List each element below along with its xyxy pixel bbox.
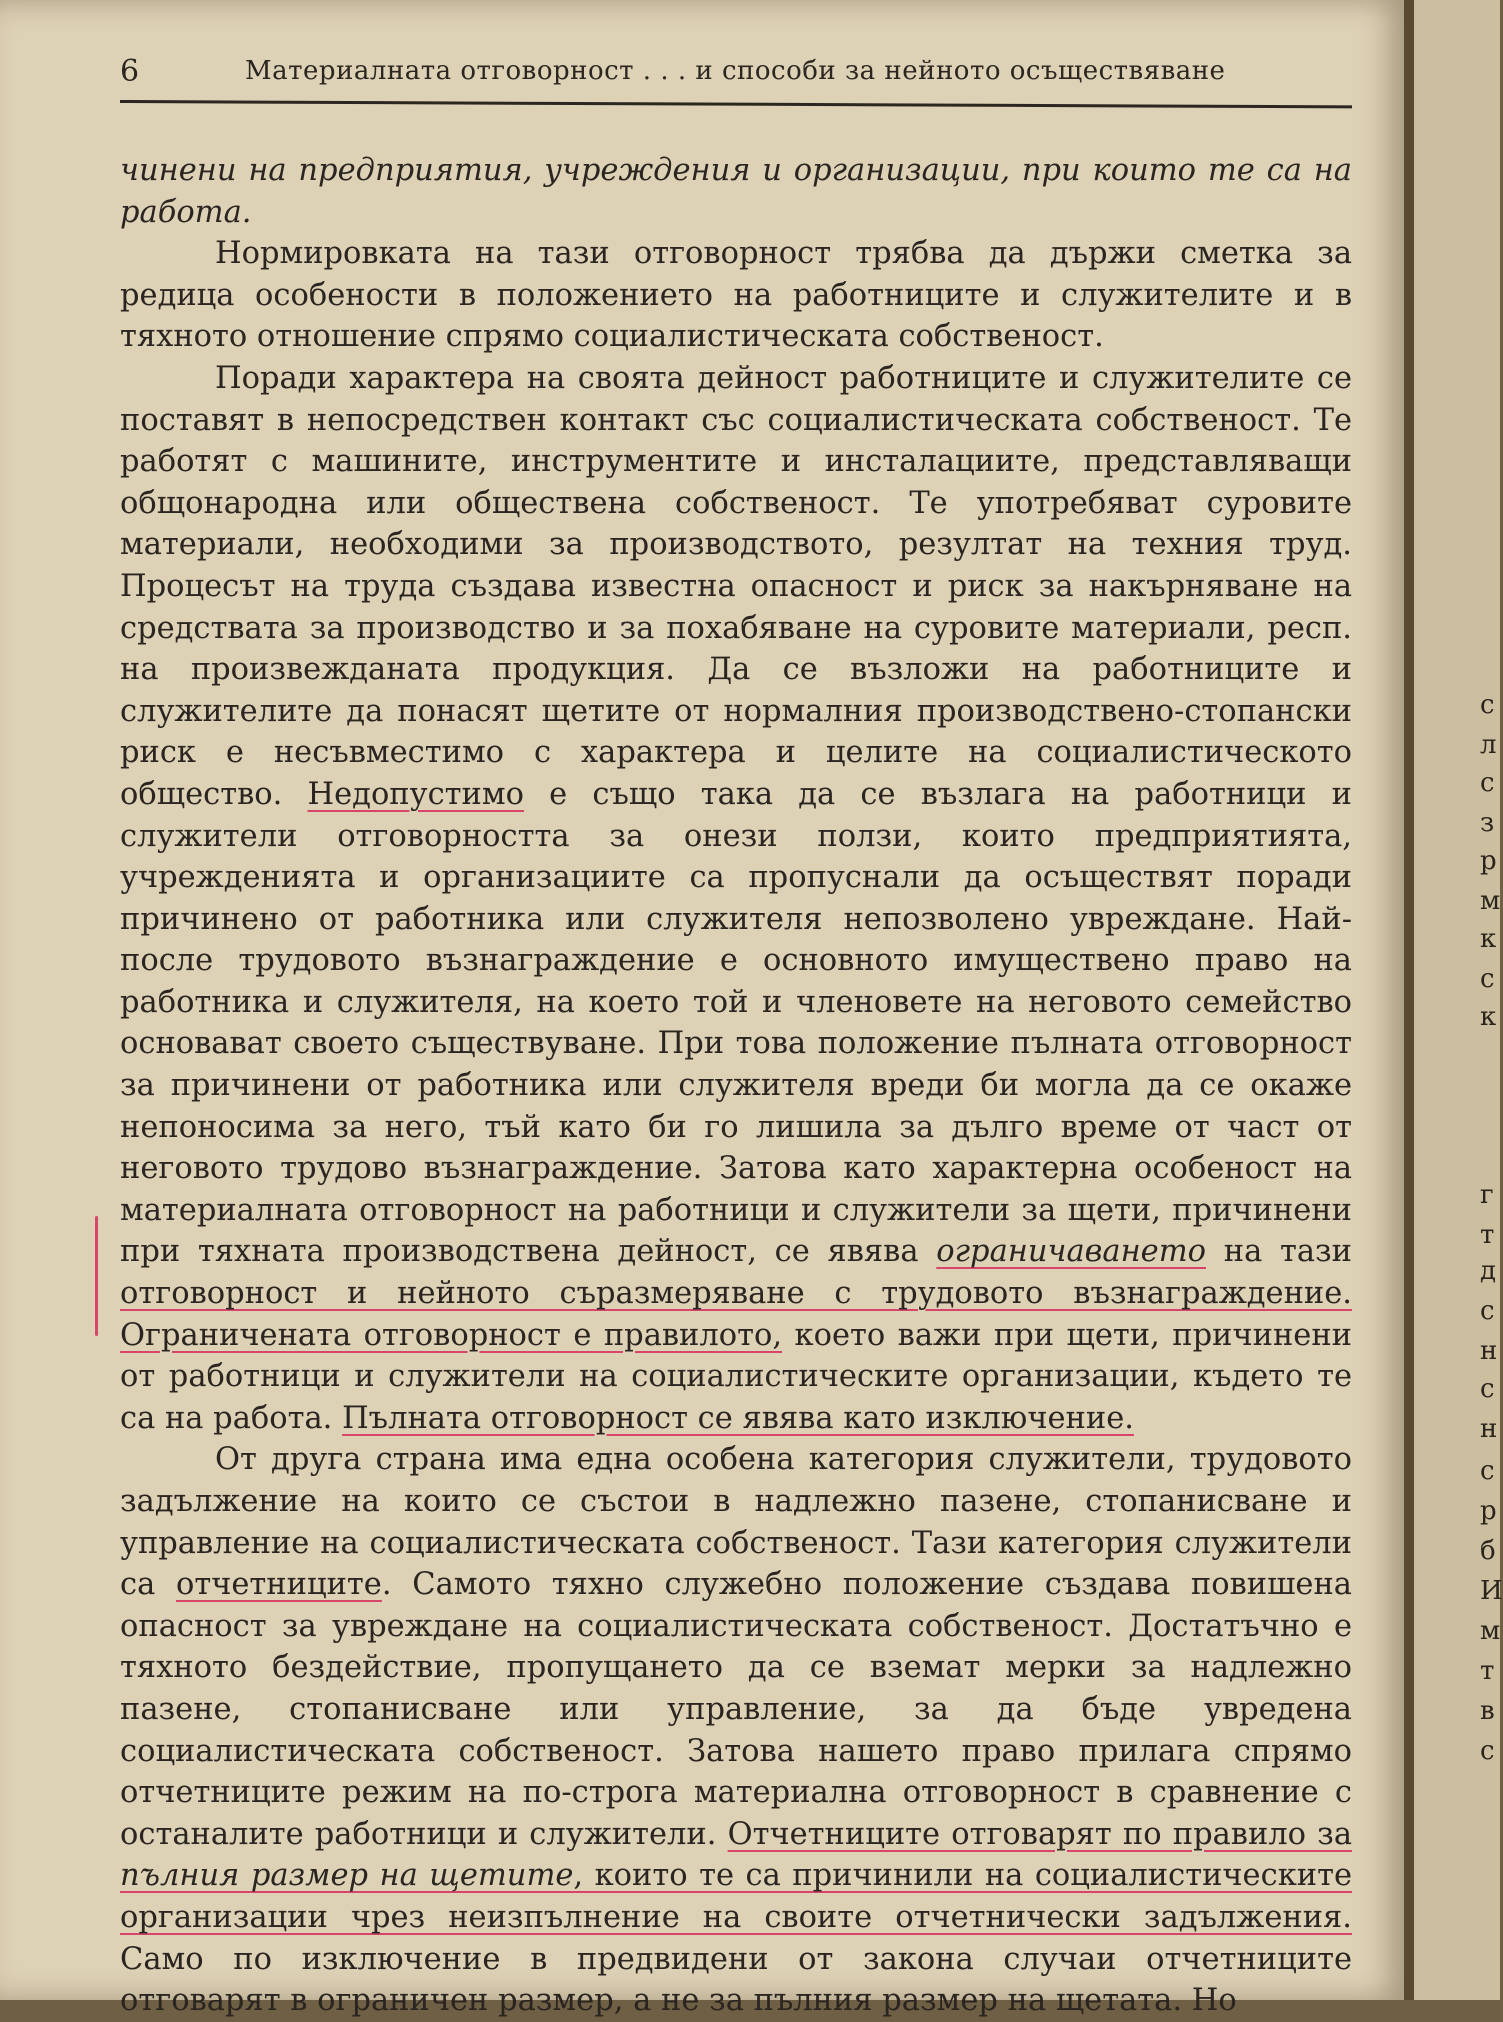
paragraph: От друга страна има една особена категория служители, трудовото задължение на които се състои в надлежно пазене, стопанисване и управление на социалистическата собственост. Тази категория служители са отчетниците. Самото тяхно служебно положение създава повишена опасност за увреждане на социалистическата собственост. Достатъчно е тяхното бездействие, пропущането да се вземат мерки за надлежно пазене, стопанисване или управление, за да бъде увредена социалистическата собственост. Затова нашето право прилага спрямо отчетниците режим на по-строга материална отговорност в сравнение с останалите работници и служители. Отчетниците отговарят по правило за пълния размер на щетите, които те са причинили на социалистическите организации чрез неизпълнение на своите отчетнически задължения. Само по изключение в предвидени от закона случаи отчетниците отговарят в ограничен размер, а не за пълния размер на щетата. Но (120, 1442, 1353, 2019)
paragraph: Поради характера на своята дейност работниците и служителите се поставят в непосредствен контакт със социалистическата собственост. Те работят с машините, инструментите и инсталациите, представляващи общонародна или обществена собственост. Те употребяват суровите материали, необходими за производството, резултат на техния труд. Процесът на труда създава известна опасност и риск за накърняване на средствата за производство и за похабяване на суровите материали, респ. на произвежданата продукция. Да се възложи на работниците и служителите да понасят щетите от нормалния производствено-стопански риск е несъвместимо с характера и целите на социалистическото общество. Недопустимо е също така да се възлага на работници и служители отговорността за онези ползи, които предприятията, учрежденията и организациите са пропуснали да осъществят поради причинено от работника или служителя непозволено увреждане. Най-после трудовото възнаграждение е основното имуществено право на работника и служителя, на което той и членовете на неговото семейство основават своето съществуване. При това положение пълната отговорност за причинени от работника или служителя вреди би могла да се окаже непоносима за него, тъй като би го лишила за дълго време от част от неговото трудово възнаграждение. Затова като характерна особеност на материалната отговорност на работници и служители за щети, причинени при тяхната производствена дейност, се явява ограничаването на тази отговорност и нейното съразмеряване с трудовото възнаграждение. Ограничената отговорност е правилото, което важи при щети, причинени от работници и служители на социалистическите организации, където те са на работа. Пълната отговорност се явява като изключение. (120, 360, 1352, 1436)
next-page-letter: с (1480, 1374, 1495, 1404)
next-page-letter: н (1480, 1336, 1498, 1366)
next-page-letter: в (1480, 1696, 1495, 1726)
page-body (120, 150, 1352, 2022)
next-page-letter: т (1480, 1656, 1495, 1686)
next-page-letter: г (1480, 1180, 1494, 1210)
next-page-letter: р (1480, 1496, 1497, 1526)
underlined-text: Отчетниците отговарят по правило за (727, 1816, 1352, 1852)
next-page-letter: м (1480, 1616, 1501, 1646)
next-page-letter: с (1480, 1736, 1495, 1766)
next-page-letter: м (1480, 886, 1501, 916)
underlined-text: ограничаването (936, 1234, 1206, 1270)
next-page-letter: т (1480, 1220, 1495, 1250)
page-number: 6 (120, 54, 140, 89)
underlined-text: отчетниците (175, 1567, 382, 1603)
next-page-letter: з (1480, 808, 1495, 838)
next-page-letter: И (1480, 1576, 1503, 1606)
next-page-letter: к (1480, 924, 1497, 954)
running-title: Материалната отговорност . . . и способи за нейното осъществяване (245, 56, 1226, 86)
next-page-letter: б (1480, 1536, 1496, 1566)
underlined-text: , които те са причинили на социалистическите организации чрез неизпълнение на своите отчетнически задължения. (120, 1858, 1353, 1935)
next-page-letter: л (1480, 730, 1497, 760)
page-header (120, 48, 1360, 98)
next-page-letter: д (1480, 1256, 1497, 1286)
paragraph: Нормировката на тази отговорност трябва да държи сметка за редица особености в положението на работниците и служителите и в тяхното отношение спрямо социалистическата собственост. (120, 236, 1352, 355)
next-page-letter: к (1480, 1002, 1497, 1032)
header-rule (120, 100, 1352, 108)
next-page-letter: с (1480, 768, 1495, 798)
underlined-text: Недопустимо (307, 776, 524, 812)
next-page-letter: с (1480, 1456, 1495, 1486)
next-page-letter: с (1480, 690, 1495, 720)
page-gutter (1404, 0, 1414, 2000)
next-page-letter: с (1480, 964, 1495, 994)
underlined-text: пълния размер на щетите (120, 1858, 574, 1894)
margin-highlight-mark (95, 1216, 98, 1336)
next-page-letter: р (1480, 846, 1497, 876)
next-page-letter: с (1480, 1296, 1495, 1326)
underlined-text: Пълната отговорност се явява като изключение. (342, 1400, 1134, 1436)
underlined-text: отговорност и нейното съразмеряване с трудовото възнаграждение. Ограничената отговорност е правилото, (120, 1276, 1352, 1353)
paragraph-continuation: чинени на предприятия, учреждения и организации, при които те са на работа. (120, 153, 1352, 230)
next-page-letter: н (1480, 1414, 1498, 1444)
